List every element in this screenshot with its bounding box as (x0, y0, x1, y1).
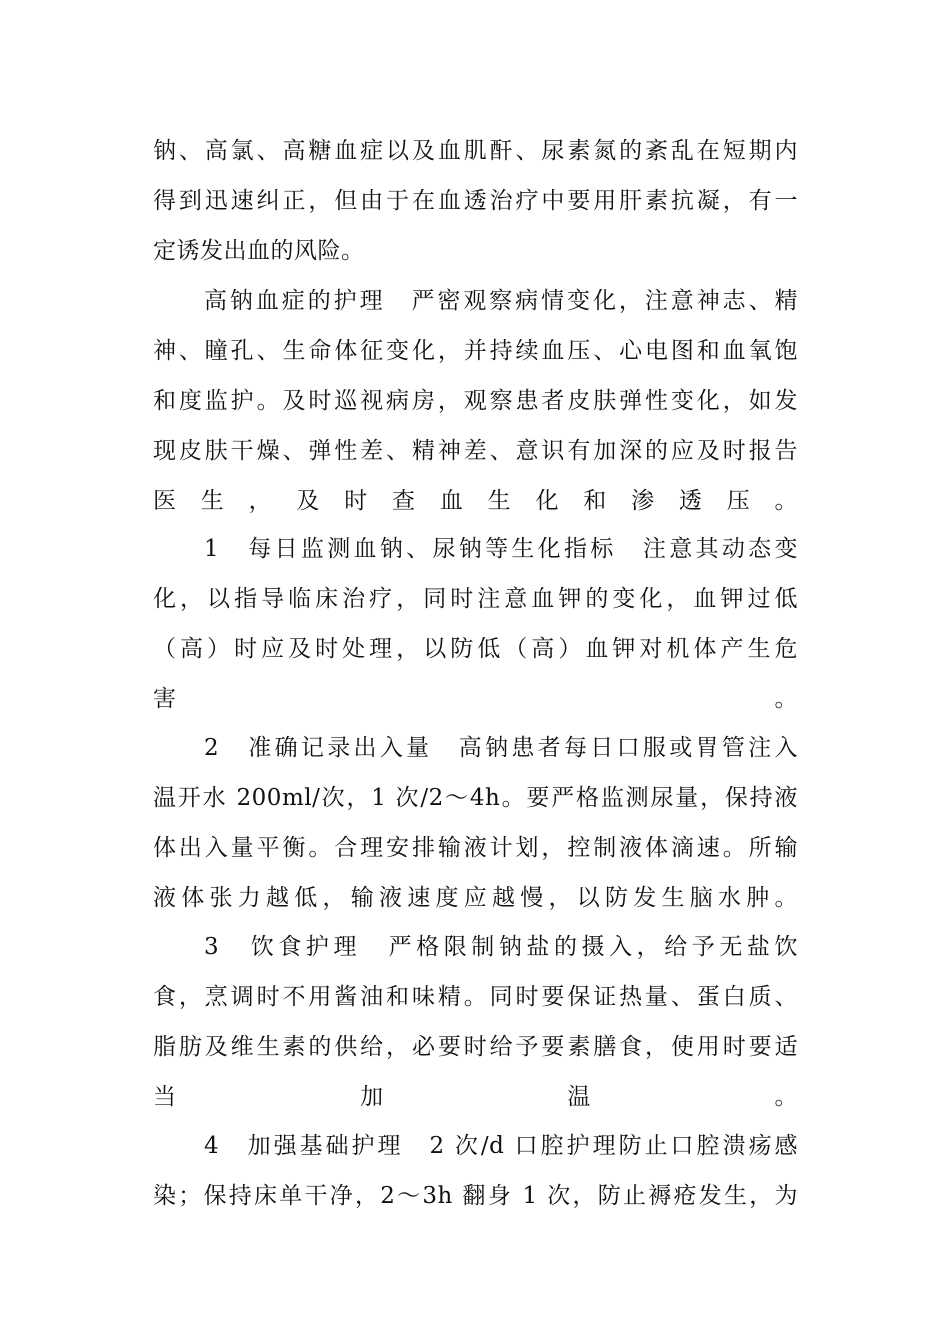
text-line: 神、瞳孔、生命体征变化，并持续血压、心电图和血氧饱 (153, 338, 798, 364)
text-line: 体出入量平衡。合理安排输液计划，控制液体滴速。所输 (153, 835, 798, 861)
text-line: 染；保持床单干净，2～3h 翻身 1 次，防止褥疮发生，为 (153, 1183, 798, 1209)
text-line: 食，烹调时不用酱油和味精。同时要保证热量、蛋白质、 (153, 984, 798, 1010)
text-line: 液体张力越低，输液速度应越慢，以防发生脑水肿。 (153, 885, 798, 911)
text-line: 钠、高氯、高糖血症以及血肌酐、尿素氮的紊乱在短期内 (153, 138, 798, 164)
text-line: 医生，及时查血生化和渗透压。 (153, 488, 798, 514)
paragraph-heading-line: 1 每日监测血钠、尿钠等生化指标 注意其动态变 (204, 536, 798, 562)
text-line: 脂肪及维生素的供给，必要时给予要素膳食，使用时要适 (153, 1034, 798, 1060)
paragraph-heading-line: 3 饮食护理 严格限制钠盐的摄入，给予无盐饮 (204, 934, 798, 960)
text-line: 当加温。 (153, 1084, 798, 1110)
paragraph-heading-line: 4 加强基础护理 2 次/d 口腔护理防止口腔溃疡感 (204, 1133, 798, 1159)
text-line: 和度监护。及时巡视病房，观察患者皮肤弹性变化，如发 (153, 388, 798, 414)
text-line: 定诱发出血的风险。 (153, 238, 365, 264)
text-line: 得到迅速纠正，但由于在血透治疗中要用肝素抗凝，有一 (153, 188, 798, 214)
paragraph-heading-line: 2 准确记录出入量 高钠患者每日口服或胃管注入 (204, 735, 798, 761)
text-line: （高）时应及时处理，以防低（高）血钾对机体产生危 (153, 636, 798, 662)
text-line: 温开水 200ml/次，1 次/2～4h。要严格监测尿量，保持液 (153, 785, 798, 811)
text-line: 化，以指导临床治疗，同时注意血钾的变化，血钾过低 (153, 586, 798, 612)
paragraph-heading-line: 高钠血症的护理 严密观察病情变化，注意神志、精 (204, 288, 798, 314)
text-line: 现皮肤干燥、弹性差、精神差、意识有加深的应及时报告 (153, 438, 798, 464)
text-line: 害。 (153, 686, 798, 712)
